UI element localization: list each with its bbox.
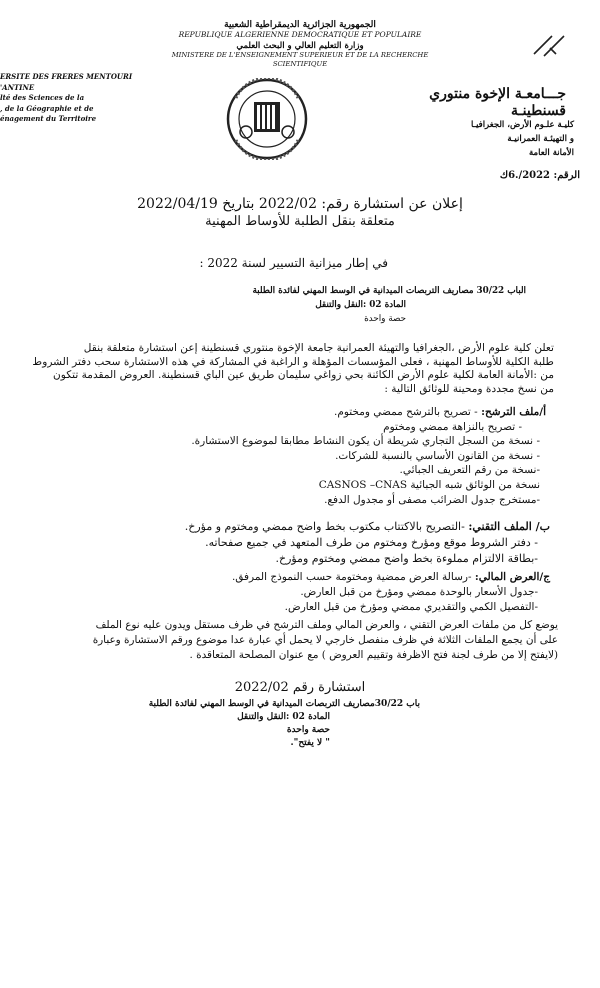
body-line: من :الأمانة العامة لكلية علوم الأرض الكائنة بحي زواغي سليمان طريق عين الباي قسنطينة. العروض المقدمة تتكون (53, 369, 554, 382)
section-technical (40, 519, 550, 566)
left-fr-line: ERSITE DES FRERES MENTOURI (0, 72, 133, 81)
left-fr-line: lté des Sciences de la (0, 93, 85, 102)
handwritten-mark (530, 30, 570, 60)
faculty-ar (354, 118, 574, 160)
left-fr-line: , de la Géographie et de (0, 103, 94, 113)
closing-block (20, 698, 420, 750)
section-c-item: -جدول الأسعار بالوحدة ممضي ومؤرخ من قبل العارض. (300, 586, 538, 598)
republic-ar: الجمهورية الجزائرية الديمقراطية الشعبية (224, 20, 376, 30)
section-c-heading: ج/العرض المالي: (474, 571, 550, 583)
closing-chapter: باب 30/22مصاريف التربصات الميدانية في الوسط المهني لفائدة الطلبة (148, 699, 420, 709)
announcement-subtitle: متعلقة بنقل الطلبة للأوساط المهنية (205, 214, 395, 229)
closing-do-not-open: " لا يفتح". (290, 738, 330, 748)
section-a-item: - تصريح بالترشح ممضي ومختوم. (334, 406, 478, 418)
university-name-ar (386, 86, 566, 120)
ministry-ar: وزارة التعليم العالي و البحث العلمي (236, 41, 364, 51)
section-a-item: نسخة من الوثائق شبه الجبائية CASNOS –CNAS (318, 478, 540, 491)
reference-label: الرقم: (553, 170, 580, 181)
tail-line: يوضع كل من ملفات العرض التقني ، والعرض المالي وملف الترشح في ظرف مستقل ويدون عليه نوع الملف (95, 619, 558, 631)
reference-number (500, 170, 580, 181)
budget-line: في إطار ميزانية التسيير لسنة 2022 : (199, 256, 388, 270)
closing-title: استشارة رقم 2022/02 (234, 680, 366, 695)
section-b-item: -التصريح بالاكتتاب مكتوب بخط واضح ممضي ومختوم و مؤرخ. (184, 520, 465, 533)
section-b-item: - دفتر الشروط موقع ومؤرخ ومختوم من طرف المتعهد في جميع صفحاته. (205, 535, 538, 549)
announcement-title: إعلان عن استشارة رقم: 2022/02 بتاريخ 2022/04/19 (137, 196, 463, 212)
tail-line: (لايفتح إلا من طرف لجنة فتح الاظرفة وتقييم العروض ) مع عنوان المصلحة المتعاقدة . (189, 648, 558, 661)
lot-line: حصة واحدة (364, 314, 406, 324)
ministry-fr (130, 51, 470, 69)
section-a-item: - نسخة من السجل التجاري شريطة أن يكون النشاط مطابقا لموضوع الاستشارة. (191, 435, 540, 448)
faculty-ar-line1: كليـة علـوم الأرض، الجغرافيـا (470, 120, 574, 130)
section-b-heading: ب/ الملف التقني: (468, 520, 550, 533)
secretariat-ar: الأمانة العامة (529, 148, 574, 158)
tail-line: على أن يجمع الملفات الثلاثة في ظرف منفصل خارجي لا يحمل أي عبارة عدا موضوع ورقم الاستشارة وعبارة (92, 633, 558, 646)
body-line: تعلن كلية علوم الأرض ،الجغرافيا والتهيئة العمرانية جامعة الإخوة منتوري قسنطينة إعن استشارة متعلقة بنقل (83, 342, 554, 354)
section-a-row (46, 405, 546, 420)
university-ar-line2: قسنطينـة (511, 103, 566, 119)
section-c-row (40, 570, 550, 585)
closing-lot: حصة واحدة (286, 725, 330, 735)
section-c-item: -رسالة العرض ممضية ومختومة حسب النموذج المرفق. (231, 571, 472, 583)
closing-article: المادة 02 :النقل والتنقل (237, 712, 330, 722)
submission-instructions (28, 618, 558, 662)
section-a-item: -نسخة من رقم التعريف الجبائي. (399, 464, 540, 477)
university-seal-logo (226, 78, 308, 160)
article-line: المادة 02 :النقل والتنقل (315, 300, 406, 310)
university-name-fr (0, 72, 150, 125)
university-ar-line1: جـــامعـة الإخوة منتوري (429, 86, 566, 102)
republic-fr: REPUBLIQUE ALGERIENNE DEMOCRATIQUE ET POPULAIRE (178, 30, 422, 39)
section-a-item: - نسخة من القانون الأساسي بالنسبة للشركات. (335, 449, 540, 462)
reference-value: 2022/.6ك (499, 170, 551, 181)
section-candidacy (46, 405, 546, 507)
section-a-item: - تصريح بالنزاهة ممضي ومختوم (383, 420, 522, 433)
left-fr-line: énagement du Territoire (0, 114, 97, 123)
left-fr-line: 'ANTINE (0, 82, 35, 92)
section-a-item: -مستخرج جدول الضرائب مصفى أو مجدول الدفع. (324, 493, 540, 506)
body-paragraph (34, 342, 554, 396)
section-b-row (40, 519, 550, 535)
section-c-item: -التفصيل الكمي والتقديري ممضي ومؤرخ من قبل العارض. (284, 601, 538, 613)
chapter-block (66, 284, 526, 326)
section-a-heading: أ/ملف الترشح: (481, 406, 546, 418)
body-line: طلبة الكلية للأوساط المهنية ، فعلى المؤسسات المؤهلة و الراغبة في المشاركة في هذه الاستشارة سحب دفتر الشروط (32, 355, 554, 368)
section-financial (40, 570, 550, 615)
body-line: من نسخ مجددة ومحينة للوثائق التالية : (384, 382, 554, 395)
chapter-line: الباب 30/22 مصاريف التربصات الميدانية في الوسط المهني لفائدة الطلبة (252, 286, 526, 296)
faculty-ar-line2: و التهيئـة العمرانيـة (507, 134, 574, 144)
section-b-item: -بطاقة الالتزام مملوءة بخط واضح ممضي ومختوم ومؤرخ. (275, 551, 538, 565)
ministry-fr-line2: SCIENTIFIQUE (272, 60, 328, 68)
ministry-fr-line1: MINISTERE DE L'ENSEIGNEMENT SUPERIEUR ET DE LA RECHERCHE (171, 51, 429, 59)
